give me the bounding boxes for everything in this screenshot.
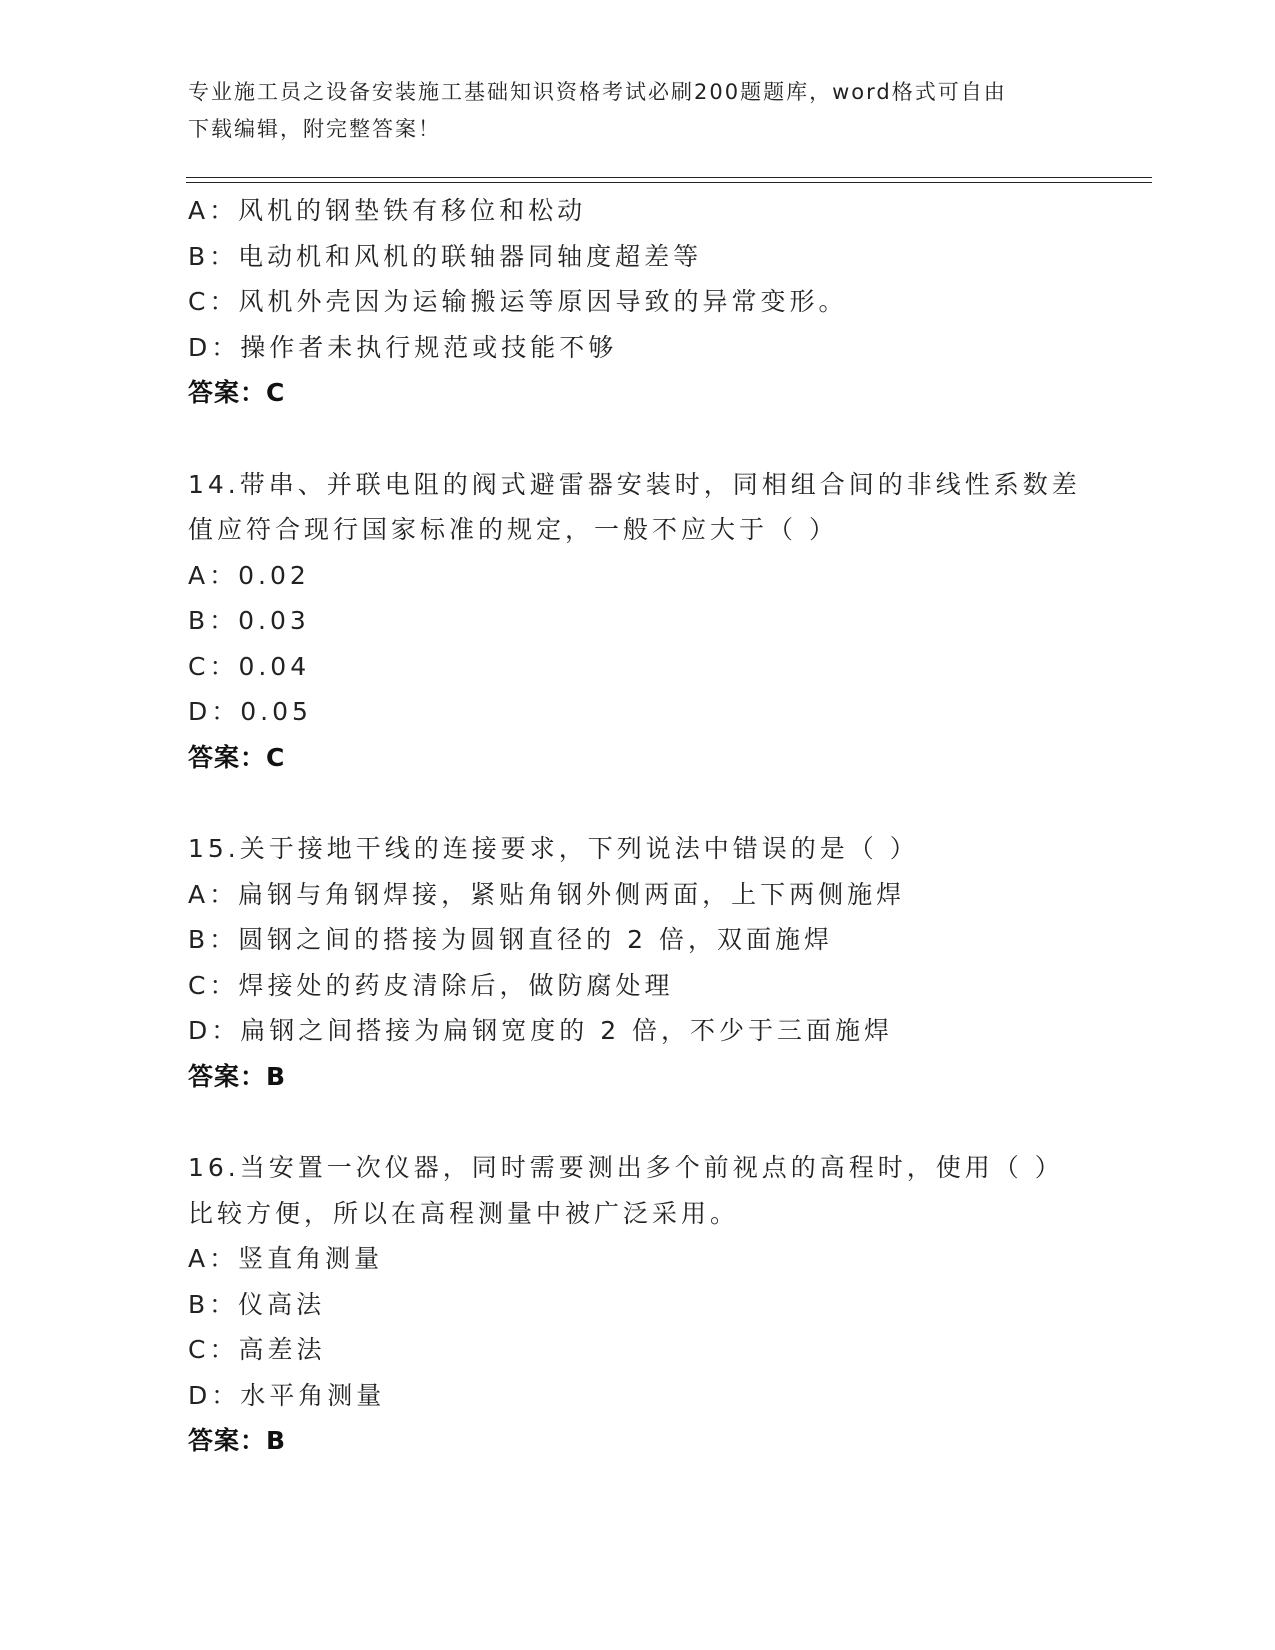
option-d: D：操作者未执行规范或技能不够 [188, 332, 618, 362]
question-stem: 15.关于接地干线的连接要求，下列说法中错误的是（ ） [188, 834, 919, 863]
answer: 答案：B [188, 1061, 287, 1091]
option-a: A：扁钢与角钢焊接，紧贴角钢外侧两面，上下两侧施焊 [188, 879, 906, 909]
option-a: A：风机的钢垫铁有移位和松动 [188, 196, 587, 225]
answer: 答案：C [188, 378, 286, 407]
option-d: D：扁钢之间搭接为扁钢宽度的 2 倍，不少于三面施焊 [188, 1016, 894, 1045]
option-d: D：水平角测量 [188, 1380, 386, 1410]
option-b: B：0.03 [188, 606, 310, 635]
header-line-1: 专业施工员之设备安装施工基础知识资格考试必刷200题题库，word格式可自由 [188, 80, 1007, 104]
answer: 答案：B [188, 1426, 287, 1455]
question-stem: 16.当安置一次仪器，同时需要测出多个前视点的高程时，使用（ ） [188, 1153, 1064, 1182]
option-a: A：竖直角测量 [188, 1244, 384, 1273]
question-15 [188, 826, 1088, 1099]
option-c: C：风机外壳因为运输搬运等原因导致的异常变形。 [188, 287, 848, 316]
question-16 [188, 1145, 1088, 1464]
option-b: B：电动机和风机的联轴器同轴度超差等 [188, 241, 703, 271]
question-list [188, 188, 1088, 1510]
question-stem: 14.带串、并联电阻的阀式避雷器安装时，同相组合间的非线性系数差 [188, 469, 1081, 499]
option-d: D：0.05 [188, 697, 312, 726]
option-c: C：焊接处的药皮清除后，做防腐处理 [188, 970, 674, 1000]
header-line-2: 下载编辑，附完整答案！ [188, 117, 441, 141]
answer: 答案：C [188, 742, 286, 772]
option-a: A：0.02 [188, 560, 310, 590]
header-rule-top [186, 177, 1152, 178]
question-stem-continued: 值应符合现行国家标准的规定，一般不应大于（ ） [188, 515, 838, 544]
option-b: B：仪高法 [188, 1289, 326, 1319]
option-c: C：高差法 [188, 1335, 326, 1364]
option-b: B：圆钢之间的搭接为圆钢直径的 2 倍，双面施焊 [188, 925, 833, 954]
question-14 [188, 462, 1088, 781]
header-rule-bottom [186, 182, 1152, 183]
option-c: C：0.04 [188, 651, 311, 681]
question-13 [188, 188, 1088, 416]
question-stem-continued: 比较方便，所以在高程测量中被广泛采用。 [188, 1198, 740, 1228]
document-header [188, 74, 1088, 148]
